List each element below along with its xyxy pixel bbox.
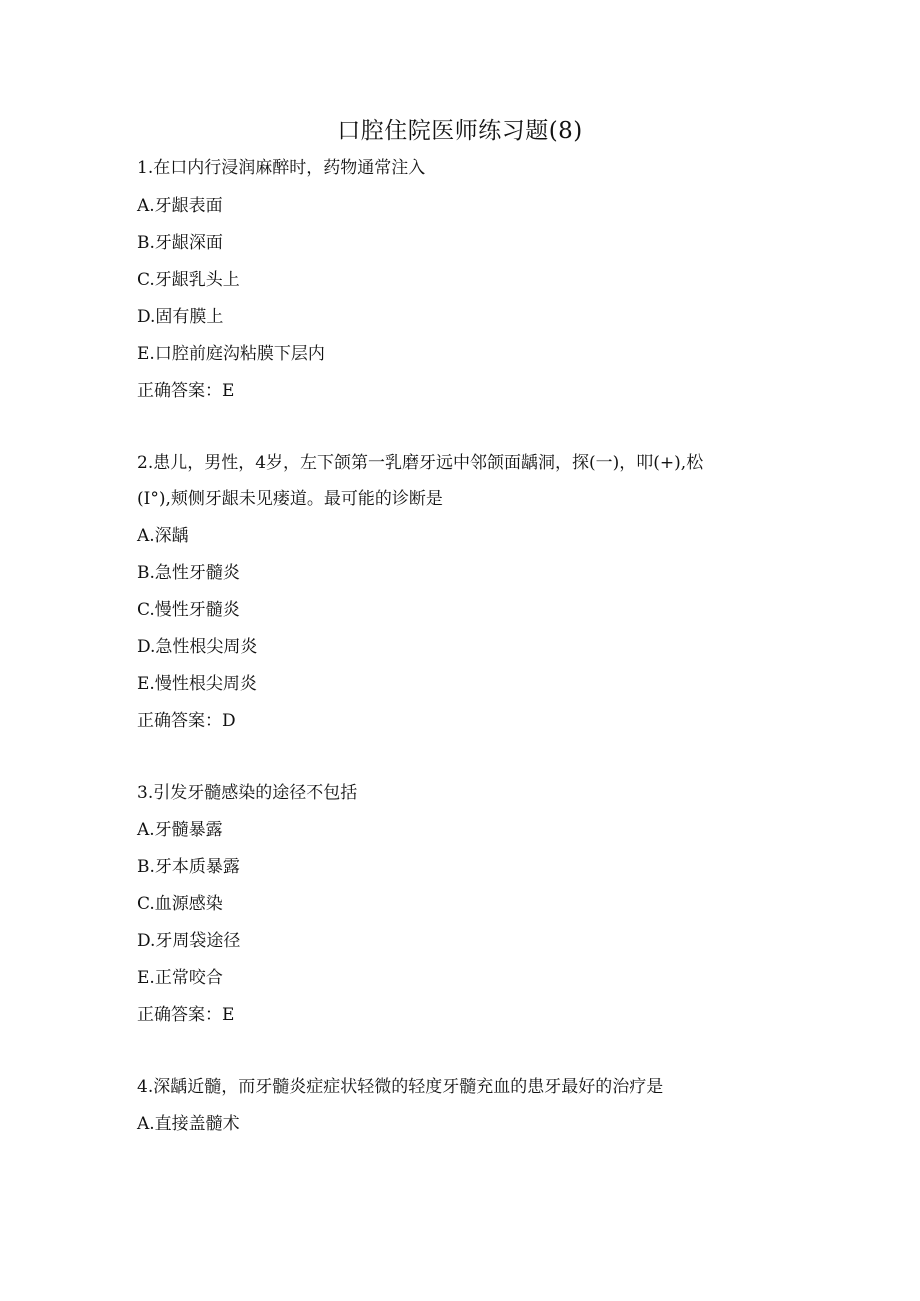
- option-b: B.牙本质暴露: [137, 857, 240, 877]
- option-c: C.牙龈乳头上: [137, 270, 240, 290]
- option-e: E.正常咬合: [137, 968, 223, 988]
- document-title: 口腔住院医师练习题(8): [337, 118, 583, 144]
- option-c: C.慢性牙髓炎: [137, 600, 240, 620]
- option-b: B.牙龈深面: [137, 233, 223, 253]
- option-d: D.牙周袋途径: [137, 931, 241, 951]
- question-stem: 2.患儿，男性，4岁，左下颌第一乳磨牙远中邻颌面龋洞，探(一)，叩(+),松: [137, 453, 704, 473]
- option-e: E.口腔前庭沟粘膜下层内: [137, 344, 325, 364]
- option-a: A.牙髓暴露: [137, 820, 223, 840]
- option-d: D.固有膜上: [137, 307, 224, 327]
- question-stem: 1.在口内行浸润麻醉时，药物通常注入: [137, 158, 426, 178]
- option-e: E.慢性根尖周炎: [137, 674, 257, 694]
- option-a: A.深龋: [137, 526, 189, 546]
- option-a: A.直接盖髓术: [137, 1114, 240, 1134]
- question-stem-continued: (I°),颊侧牙龈未见瘘道。最可能的诊断是: [137, 489, 443, 509]
- correct-answer: 正确答案：E: [137, 1005, 235, 1025]
- option-b: B.急性牙髓炎: [137, 563, 240, 583]
- correct-answer: 正确答案：E: [137, 381, 235, 401]
- question-stem: 4.深龋近髓，而牙髓炎症症状轻微的轻度牙髓充血的患牙最好的治疗是: [137, 1077, 664, 1097]
- option-d: D.急性根尖周炎: [137, 637, 258, 657]
- option-a: A.牙龈表面: [137, 196, 223, 216]
- question-stem: 3.引发牙髓感染的途径不包括: [137, 783, 358, 803]
- option-c: C.血源感染: [137, 894, 223, 914]
- correct-answer: 正确答案：D: [137, 711, 236, 731]
